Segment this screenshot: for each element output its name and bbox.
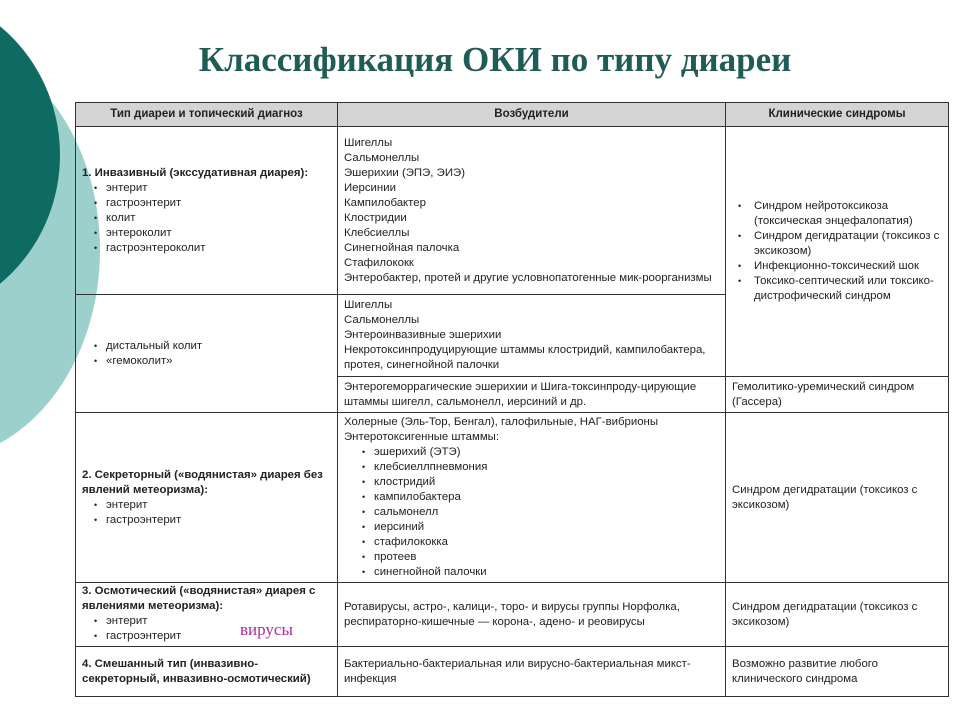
list-item: • дистальный колит — [82, 339, 331, 354]
table-row — [76, 413, 949, 583]
pathogen: Стафилококк — [344, 256, 414, 269]
distal-pathogens-cell — [338, 295, 726, 377]
invasive-pathogens-cell — [338, 127, 726, 295]
list-item: • клостридий — [344, 475, 719, 490]
slide-title: Классификация ОКИ по типу диареи — [198, 40, 792, 79]
list-item: • эшерихий (ЭТЭ) — [344, 445, 719, 460]
header-syndromes: Клинические синдромы — [726, 103, 949, 127]
list-item: • гастроэнтерит — [82, 629, 331, 644]
pathogen: Клебсиеллы — [344, 226, 410, 239]
osmotic-forms-list — [82, 614, 331, 644]
mixed-pathogens-cell: Бактериально-бактериальная или вирусно-бактериальная микст-инфекция — [338, 647, 726, 697]
list-item: • энтерит — [82, 181, 331, 196]
pathogen: Сальмонеллы — [344, 151, 420, 164]
strains-list — [344, 445, 719, 580]
secretory-type-cell — [76, 413, 338, 583]
mixed-type-cell: 4. Смешанный тип (инвазивно-секреторный, инвазивно-осмотический) — [76, 647, 338, 697]
pathogen: Энтеротоксигенные штаммы: — [344, 431, 499, 443]
invasive-type-cell — [76, 127, 338, 295]
list-item: • Синдром дегидратации (токсикоз с эксикозом) — [732, 229, 942, 259]
table-header-row — [76, 103, 949, 127]
invasive-forms-list — [82, 181, 331, 256]
pathogen: Энтеробактер, протей и другие условнопатогенные мик-роорганизмы — [344, 271, 712, 284]
osmotic-type-cell — [76, 583, 338, 647]
osmotic-syndrome-cell: Синдром дегидратации (токсикоз с эксикозом) — [726, 583, 949, 647]
list-item: • протеев — [344, 550, 719, 565]
distal-forms-list — [82, 339, 331, 369]
pathogen: Клостридии — [344, 211, 407, 224]
list-item: • иерсиний — [344, 520, 719, 535]
osmotic-pathogens-cell: Ротавирусы, астро-, калици-, торо- и вирусы группы Норфолка, респираторно-кишечные — корона-, адено- и реовирусы — [338, 583, 726, 647]
list-item: • энтероколит — [82, 226, 331, 241]
mixed-syndrome-cell: Возможно развитие любого клинического синдрома — [726, 647, 949, 697]
list-item: • Синдром нейротоксикоза (токсическая энцефалопатия) — [732, 199, 942, 229]
pathogen: Энтероинвазивные эшерихии — [344, 329, 502, 341]
list-item: • гастроэнтерит — [82, 196, 331, 211]
viruses-annotation: вирусы — [240, 620, 293, 639]
secretory-syndrome-cell: Синдром дегидратации (токсикоз с эксикозом) — [726, 413, 949, 583]
list-item: • энтерит — [82, 498, 331, 513]
pathogen: Некротоксинпродуцирующие штаммы клостридий, кампилобактера, протея, синегнойной палочки — [344, 344, 706, 371]
list-item: • клебсиеллпневмония — [344, 460, 719, 475]
list-item: • синегнойной палочки — [344, 565, 719, 580]
list-item: • колит — [82, 211, 331, 226]
hemo-pathogens-cell: Энтерогеморрагические эшерихии и Шига-токсинпроду-цирующие штаммы шигелл, сальмонелл, иерсиний и др. — [338, 377, 726, 413]
pathogen: Синегнойная палочка — [344, 241, 460, 254]
hemo-syndrome-cell: Гемолитико-уремический синдром (Гассера) — [726, 377, 949, 413]
pathogen: Эшерихии (ЭПЭ, ЭИЭ) — [344, 166, 465, 179]
list-item: • кампилобактера — [344, 490, 719, 505]
list-item: • Инфекционно-токсический шок — [732, 259, 942, 274]
list-item: • Токсико-септический или токсико-дистрофический синдром — [732, 274, 942, 304]
list-item: • гастроэнтерит — [82, 513, 331, 528]
list-item: • сальмонелл — [344, 505, 719, 520]
osmotic-heading: 3. Осмотический («водянистая» диарея с явлениями метеоризма): — [82, 585, 316, 612]
syndromes-list — [732, 199, 942, 304]
list-item: • энтерит — [82, 614, 331, 629]
table-row — [76, 583, 949, 647]
pathogen: Иерсинии — [344, 181, 396, 194]
invasive-syndromes-cell — [726, 127, 949, 377]
pathogen: Шигеллы — [344, 299, 393, 311]
secretory-forms-list — [82, 498, 331, 528]
header-pathogens: Возбудители — [338, 103, 726, 127]
classification-table — [75, 102, 949, 697]
list-item: • стафилококка — [344, 535, 719, 550]
pathogen: Кампилобактер — [344, 196, 426, 209]
pathogen: Шигеллы — [344, 136, 393, 149]
header-diarrhea-type: Тип диареи и топический диагноз — [76, 103, 338, 127]
table-row — [76, 647, 949, 697]
distal-type-cell — [76, 295, 338, 413]
table-row — [76, 127, 949, 295]
secretory-pathogens-cell — [338, 413, 726, 583]
list-item: • «гемоколит» — [82, 354, 331, 369]
pathogen: Сальмонеллы — [344, 314, 420, 326]
secretory-heading: 2. Секреторный («водянистая» диарея без явлений метеоризма): — [82, 468, 323, 496]
pathogen: Холерные (Эль-Тор, Бенгал), галофильные, НАГ-вибрионы — [344, 416, 659, 428]
list-item: • гастроэнтероколит — [82, 241, 331, 256]
invasive-heading: 1. Инвазивный (экссудативная диарея): — [82, 166, 309, 179]
